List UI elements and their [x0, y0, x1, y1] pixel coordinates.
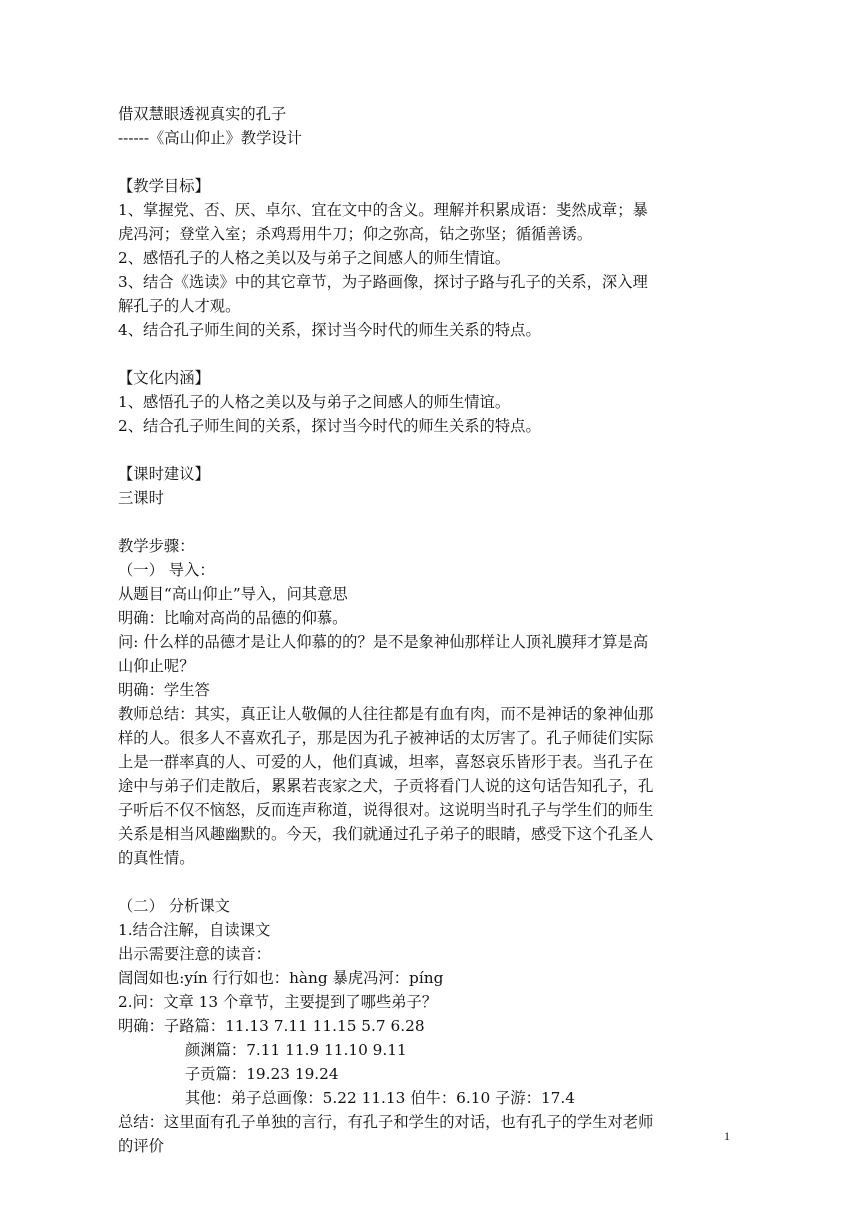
intro-line: 问: 什么样的品德才是让人仰慕的的？是不是象神仙那样让人顶礼膜拜才算是高: [118, 633, 649, 651]
culture-line: 1、感悟孔子的人格之美以及与弟子之间感人的师生情谊。: [118, 393, 511, 411]
indented-line: 其他：弟子总画像：5.22 11.13 伯牛：6.10 子游：17.4: [185, 1089, 576, 1107]
goals-line: 4、结合孔子师生间的关系，探讨当今时代的师生关系的特点。: [118, 321, 541, 339]
intro-line: 教师总结：其实，真正让人敬佩的人往往都是有血有肉，而不是神话的象神仙那: [118, 705, 654, 723]
analysis-line: 2.问：文章 13 个章节，主要提到了哪些弟子？: [118, 993, 438, 1011]
culture-heading: 【文化内涵】: [118, 369, 210, 387]
summary-line: 的评价: [118, 1137, 164, 1155]
goals-line: 1、掌握党、否、厌、卓尔、宜在文中的含义。理解并积累成语：斐然成章；暴: [118, 201, 648, 219]
page-number: 1: [724, 1129, 730, 1143]
intro-line: （一） 导入：: [118, 561, 215, 579]
intro-line: 关系是相当风趣幽默的。今天，我们就通过孔子弟子的眼睛，感受下这个孔圣人: [118, 825, 654, 843]
analysis-line: 明确：子路篇：11.13 7.11 11.15 5.7 6.28: [118, 1017, 425, 1035]
hours-heading: 【课时建议】: [118, 465, 210, 483]
analysis-line: 訚訚如也:yín 行行如也：hàng 暴虎冯河：píng: [118, 969, 444, 987]
steps-heading: 教学步骤：: [118, 537, 195, 555]
goals-line: 解孔子的人才观。: [118, 297, 241, 315]
intro-line: 的真性情。: [118, 849, 195, 867]
goals-line: 虎冯河；登堂入室；杀鸡焉用牛刀；仰之弥高，钻之弥坚；循循善诱。: [118, 225, 593, 243]
analysis-line: （二） 分析课文: [118, 897, 230, 915]
intro-line: 明确：学生答: [118, 681, 210, 699]
intro-line: 途中与弟子们走散后，累累若丧家之犬，子贡将看门人说的这句话告知孔子，孔: [118, 777, 654, 795]
summary-line: 总结：这里面有孔子单独的言行，有孔子和学生的对话，也有孔子的学生对老师: [118, 1113, 654, 1131]
page-title: 借双慧眼透视真实的孔子: [118, 105, 287, 123]
hours-value: 三课时: [118, 489, 164, 507]
analysis-line: 出示需要注意的读音：: [118, 945, 271, 963]
indented-line: 子贡篇：19.23 19.24: [185, 1065, 339, 1083]
goals-line: 2、感悟孔子的人格之美以及与弟子之间感人的师生情谊。: [118, 249, 511, 267]
intro-line: 子听后不仅不恼怒，反而连声称道，说得很对。这说明当时孔子与学生们的师生: [118, 801, 654, 819]
indented-line: 颜渊篇：7.11 11.9 11.10 9.11: [185, 1041, 407, 1059]
intro-line: 山仰止呢？: [118, 657, 195, 675]
intro-line: 明确：比喻对高尚的品德的仰慕。: [118, 609, 348, 627]
analysis-line: 1.结合注解，自读课文: [118, 921, 271, 939]
intro-line: 上是一群率真的人、可爱的人，他们真诚，坦率，喜怒哀乐皆形于表。当孔子在: [118, 753, 654, 771]
intro-line: 样的人。很多人不喜欢孔子，那是因为孔子被神话的太厉害了。孔子师徒们实际: [118, 729, 654, 747]
page-subtitle: ------《高山仰止》教学设计: [118, 129, 302, 147]
goals-line: 3、结合《选读》中的其它章节，为子路画像，探讨子路与孔子的关系，深入理: [118, 273, 648, 291]
intro-line: 从题目“高山仰止”导入，问其意思: [118, 585, 348, 603]
culture-line: 2、结合孔子师生间的关系，探讨当今时代的师生关系的特点。: [118, 417, 541, 435]
goals-heading: 【教学目标】: [118, 177, 210, 195]
